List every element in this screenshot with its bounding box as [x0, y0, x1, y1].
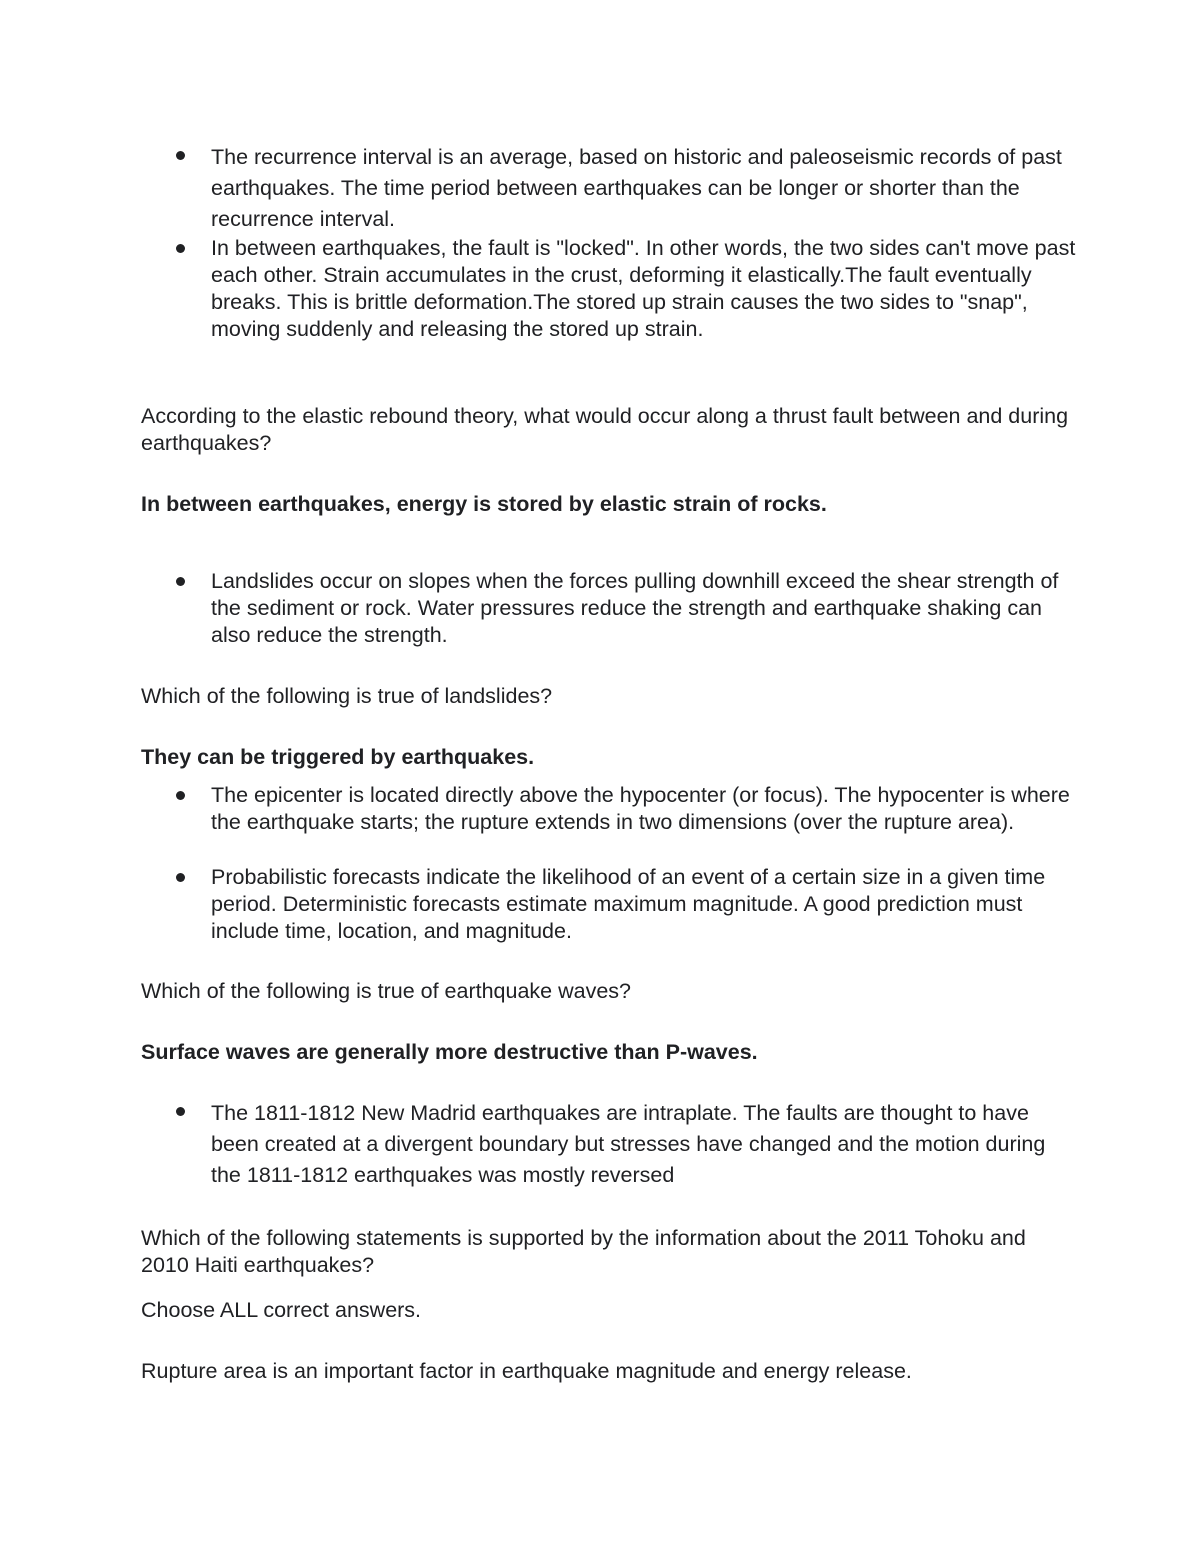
list-item-text: The epicenter is located directly above the hypocenter (or focus). The hypocenter is where the earthquake starts; the rupture extends in two dimensions (over the rupture area).	[211, 783, 1070, 834]
bullet-icon	[176, 577, 185, 586]
bullet-icon	[176, 873, 185, 882]
question-text: Which of the following statements is supported by the information about the 2011 Tohoku and 2010 Haiti earthquakes?	[141, 1226, 1026, 1277]
bullet-icon	[176, 151, 185, 160]
list-item-text: The recurrence interval is an average, based on historic and paleoseismic records of past earthquakes. The time period between earthquakes can be longer or shorter than the recurrence interval.	[211, 145, 1062, 231]
list-item-text: Landslides occur on slopes when the forces pulling downhill exceed the shear strength of the sediment or rock. Water pressures reduce the strength and earthquake shaking can also reduce the strength.	[211, 569, 1059, 647]
list-item	[176, 864, 1076, 945]
list-item-text: Probabilistic forecasts indicate the likelihood of an event of a certain size in a given time period. Deterministic forecasts estimate maximum magnitude. A good prediction must include time, location, and magnitude.	[211, 865, 1046, 943]
question-text: Which of the following is true of landslides?	[141, 684, 553, 708]
answer-text: Rupture area is an important factor in earthquake magnitude and energy release.	[141, 1359, 912, 1383]
instruction-text: Choose ALL correct answers.	[141, 1298, 422, 1322]
bullet-icon	[176, 1107, 185, 1116]
list-item	[176, 235, 1076, 343]
list-item	[176, 1098, 1076, 1191]
question-text: Which of the following is true of earthquake waves?	[141, 979, 631, 1003]
answer-text: Surface waves are generally more destructive than P-waves.	[141, 1040, 758, 1064]
bullet-icon	[176, 791, 185, 800]
list-item-text: The 1811-1812 New Madrid earthquakes are intraplate. The faults are thought to have been created at a divergent boundary but stresses have changed and the motion during the 1811-1812 earthquakes was mostly reversed	[211, 1101, 1046, 1187]
list-item	[176, 142, 1076, 235]
list-item-text: In between earthquakes, the fault is "locked". In other words, the two sides can't move past each other. Strain accumulates in the crust, deforming it elastically.The fault eventually breaks. This is brittle deformation.The stored up strain causes the two sides to "snap", moving suddenly and releasing the stored up strain.	[211, 236, 1076, 341]
answer-text: They can be triggered by earthquakes.	[141, 745, 535, 769]
question-text: According to the elastic rebound theory, what would occur along a thrust fault between and during earthquakes?	[141, 404, 1069, 455]
answer-text: In between earthquakes, energy is stored by elastic strain of rocks.	[141, 492, 827, 516]
list-item	[176, 568, 1076, 649]
bullet-icon	[176, 244, 185, 253]
list-item	[176, 782, 1076, 836]
